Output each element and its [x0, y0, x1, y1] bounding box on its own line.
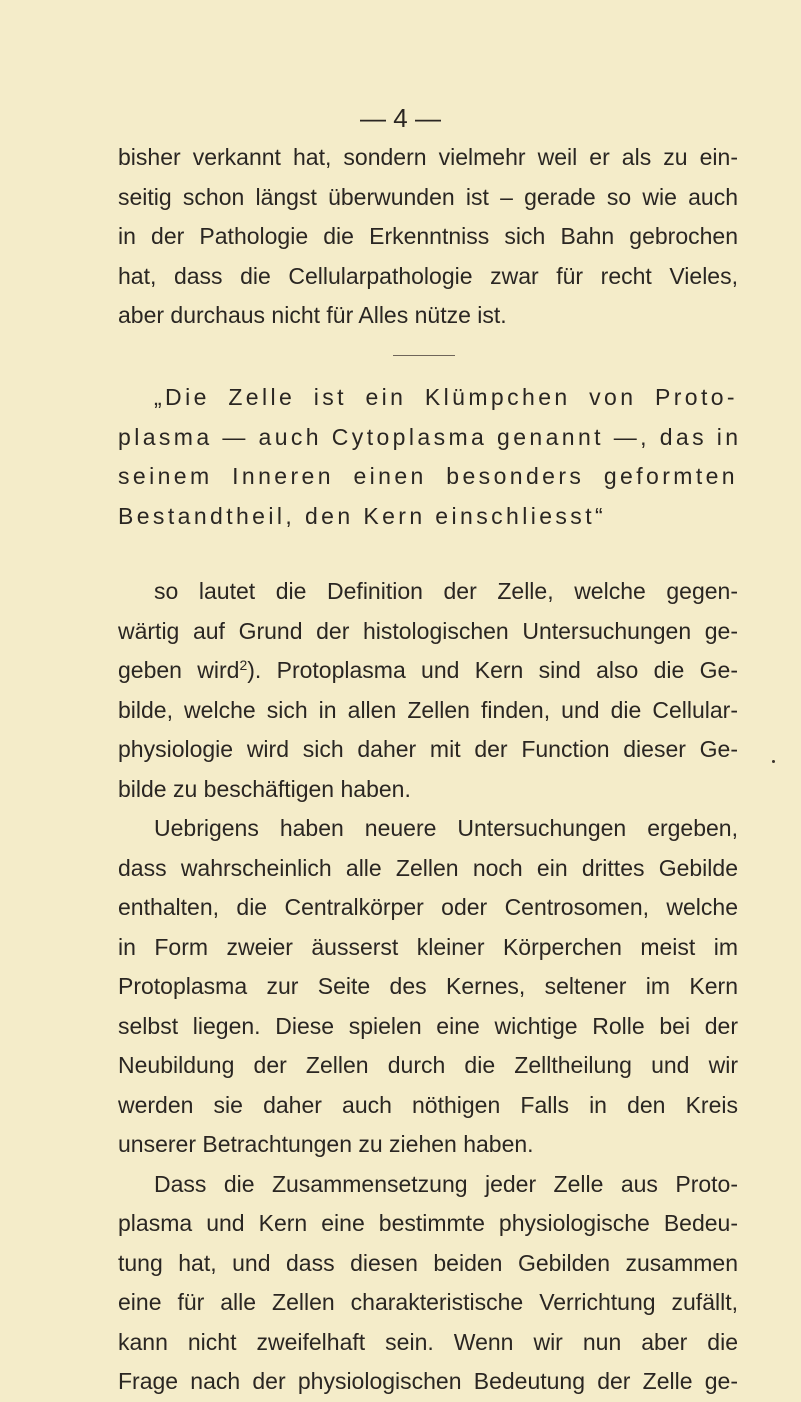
text-line: Neubildung der Zellen durch die Zelltheilung und wir: [118, 1052, 738, 1078]
text-line: Dass die Zusammensetzung jeder Zelle aus Proto-: [154, 1170, 738, 1197]
quote-line: „Die Zelle ist ein Klümpchen von Proto-: [154, 384, 738, 410]
text-line: selbst liegen. Diese spielen eine wichtige Rolle bei der: [118, 1012, 738, 1039]
text-line: Frage nach der physiologischen Bedeutung der Zelle ge-: [118, 1368, 738, 1394]
text-fragment: geben wird: [118, 657, 240, 683]
text-line: physiologie wird sich daher mit der Function dieser Ge-: [118, 736, 738, 762]
text-line: so lautet die Definition der Zelle, welche gegen-: [154, 578, 738, 604]
ink-speck: [772, 760, 775, 763]
text-line: unserer Betrachtungen zu ziehen haben.: [118, 1131, 534, 1157]
text-line: hat, dass die Cellularpathologie zwar für recht Vieles,: [118, 262, 738, 289]
cell-definition-quote: [118, 378, 742, 536]
text-line: in Form zweier äusserst kleiner Körperchen meist im: [118, 933, 738, 960]
quote-line: seinem Inneren einen besonders geformten: [118, 463, 738, 489]
footnote-reference: 2: [239, 657, 248, 673]
text-line: Uebrigens haben neuere Untersuchungen ergeben,: [154, 815, 738, 841]
text-line: [118, 651, 738, 691]
text-line: in der Pathologie die Erkenntniss sich Bahn gebrochen: [118, 223, 738, 249]
text-line: plasma und Kern eine bestimmte physiologische Bedeu-: [118, 1210, 738, 1236]
section-separator: [393, 355, 455, 356]
text-line: werden sie daher auch nöthigen Falls in den Kreis: [118, 1091, 738, 1118]
text-line: kann nicht zweifelhaft sein. Wenn wir nun aber die: [118, 1328, 738, 1355]
intro-paragraph: [118, 138, 738, 336]
text-line: eine für alle Zellen charakteristische Verrichtung zufällt,: [118, 1289, 738, 1315]
text-fragment: ). Protoplasma und Kern sind also die Ge-: [247, 657, 738, 683]
text-line: Protoplasma zur Seite des Kernes, seltener im Kern: [118, 973, 738, 999]
quote-line: Bestandtheil, den Kern einschliesst“: [118, 502, 607, 529]
text-line: tung hat, und dass diesen beiden Gebilden zusammen: [118, 1249, 738, 1276]
text-line: wärtig auf Grund der histologischen Untersuchungen ge-: [118, 617, 738, 644]
text-line: seitig schon längst überwunden ist – gerade so wie auch: [118, 183, 738, 210]
text-line: bilde, welche sich in allen Zellen finden, und die Cellular-: [118, 696, 738, 723]
body-text: [118, 572, 738, 1402]
text-line: aber durchaus nicht für Alles nütze ist.: [118, 302, 507, 328]
text-line: enthalten, die Centralkörper oder Centrosomen, welche: [118, 894, 738, 920]
text-line: bisher verkannt hat, sondern vielmehr weil er als zu ein-: [118, 144, 738, 170]
page-number: — 4 —: [360, 103, 441, 133]
quote-line: plasma — auch Cytoplasma genannt —, das in: [118, 423, 742, 450]
text-line: dass wahrscheinlich alle Zellen noch ein drittes Gebilde: [118, 854, 738, 881]
text-line: bilde zu beschäftigen haben.: [118, 775, 411, 802]
